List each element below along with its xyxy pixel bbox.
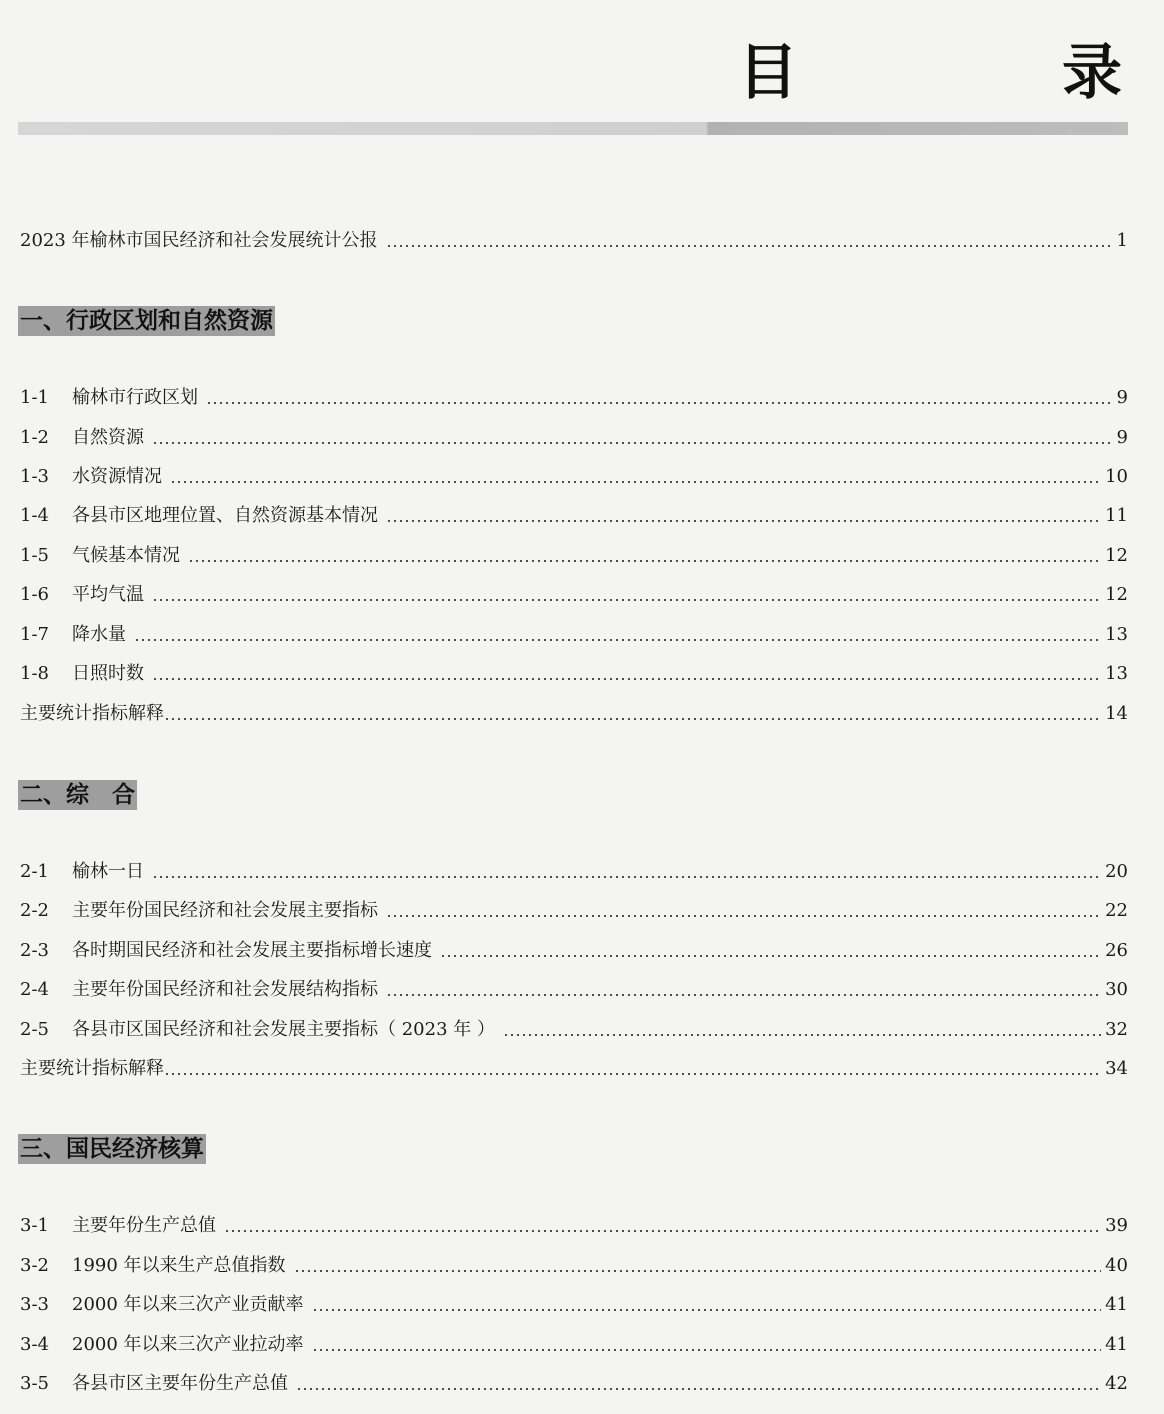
- toc-entry-title: 降水量: [72, 624, 126, 645]
- toc-entry-title: 主要年份国民经济和社会发展主要指标: [72, 900, 378, 921]
- toc-entry-title: 2000 年以来三次产业拉动率: [72, 1334, 304, 1355]
- title-divider-bar: [18, 122, 1128, 135]
- toc-entry[interactable]: [20, 620, 1128, 646]
- toc-entry-page: 41: [1105, 1334, 1128, 1355]
- toc-entry-explain[interactable]: [20, 1054, 1128, 1080]
- toc-entry-page: 13: [1105, 663, 1128, 684]
- toc-entry-number: 1-4: [20, 505, 49, 526]
- leader-dots: [134, 639, 1101, 641]
- leader-dots: [152, 678, 1101, 680]
- toc-entry-number: 2-5: [20, 1019, 49, 1040]
- toc-entry-page: 12: [1105, 545, 1128, 566]
- leader-dots: [188, 560, 1101, 562]
- toc-entry-page: 9: [1116, 427, 1128, 448]
- toc-entry[interactable]: [20, 1015, 1128, 1041]
- toc-entry-bulletin[interactable]: [20, 226, 1128, 252]
- toc-entry-page: 13: [1105, 624, 1128, 645]
- toc-entry-page: 9: [1116, 387, 1128, 408]
- toc-entry-page: 26: [1105, 940, 1128, 961]
- toc-entry[interactable]: [20, 659, 1128, 685]
- toc-entry-title: 水资源情况: [72, 466, 162, 487]
- toc-entry-title: 各时期国民经济和社会发展主要指标增长速度: [72, 940, 432, 961]
- toc-entry-page: 14: [1105, 703, 1128, 724]
- toc-entry-title: 各县市区地理位置、自然资源基本情况: [72, 505, 378, 526]
- toc-entry-page: 22: [1105, 900, 1128, 921]
- toc-entry-title: 气候基本情况: [72, 545, 180, 566]
- leader-dots: [440, 955, 1101, 957]
- toc-entry[interactable]: [20, 462, 1128, 488]
- toc-entry-title: 各县市区主要年份生产总值: [72, 1373, 288, 1394]
- toc-entry[interactable]: [20, 1290, 1128, 1316]
- toc-entry[interactable]: [20, 423, 1128, 449]
- toc-entry-page: 34: [1105, 1058, 1128, 1079]
- toc-entry-number: 2-4: [20, 979, 49, 1000]
- toc-entry-title: 2023 年榆林市国民经济和社会发展统计公报: [20, 230, 378, 251]
- toc-entry-title: 2000 年以来三次产业贡献率: [72, 1294, 304, 1315]
- toc-entry-page: 42: [1105, 1373, 1128, 1394]
- toc-entry-number: 1-2: [20, 427, 49, 448]
- section-heading-2: 二、综 合: [20, 782, 135, 808]
- toc-entry-page: 11: [1105, 505, 1128, 526]
- leader-dots: [164, 718, 1101, 720]
- title-char-right: 录: [1062, 38, 1122, 108]
- toc-entry-page: 40: [1105, 1255, 1128, 1276]
- leader-dots: [386, 520, 1101, 522]
- toc-entry-number: 2-1: [20, 861, 49, 882]
- toc-entry-page: 39: [1105, 1215, 1128, 1236]
- section-heading-3: 三、国民经济核算: [20, 1136, 204, 1162]
- toc-entry-number: 1-5: [20, 545, 49, 566]
- toc-entry-number: 2-3: [20, 940, 49, 961]
- leader-dots: [152, 599, 1101, 601]
- toc-entry-page: 20: [1105, 861, 1128, 882]
- toc-entry-page: 32: [1105, 1019, 1128, 1040]
- toc-entry-title: 自然资源: [72, 427, 144, 448]
- toc-entry-number: 1-1: [20, 387, 49, 408]
- leader-dots: [503, 1034, 1101, 1036]
- leader-dots: [170, 481, 1101, 483]
- leader-dots: [386, 915, 1101, 917]
- leader-dots: [386, 245, 1110, 247]
- title-char-left: 目: [738, 38, 798, 108]
- toc-entry-title: 主要统计指标解释: [20, 1058, 164, 1079]
- toc-entry[interactable]: [20, 1369, 1128, 1395]
- toc-entry[interactable]: [20, 896, 1128, 922]
- toc-entry-title: 日照时数: [72, 663, 144, 684]
- toc-entry-number: 1-3: [20, 466, 49, 487]
- toc-entry-title: 榆林一日: [72, 861, 144, 882]
- toc-entry-title: 1990 年以来生产总值指数: [72, 1255, 286, 1276]
- toc-entry-title: 主要年份国民经济和社会发展结构指标: [72, 979, 378, 1000]
- page-title: [0, 38, 1164, 118]
- toc-entry[interactable]: [20, 857, 1128, 883]
- toc-entry-page: 41: [1105, 1294, 1128, 1315]
- toc-entry-number: 3-1: [20, 1215, 49, 1236]
- toc-entry-number: 3-2: [20, 1255, 49, 1276]
- toc-entry-number: 3-4: [20, 1334, 49, 1355]
- toc-entry[interactable]: [20, 1251, 1128, 1277]
- toc-entry-title: 榆林市行政区划: [72, 387, 198, 408]
- leader-dots: [312, 1309, 1102, 1311]
- leader-dots: [224, 1230, 1101, 1232]
- leader-dots: [206, 402, 1110, 404]
- toc-entry[interactable]: [20, 383, 1128, 409]
- toc-entry[interactable]: [20, 501, 1128, 527]
- toc-entry[interactable]: [20, 1211, 1128, 1237]
- toc-entry-number: 3-5: [20, 1373, 49, 1394]
- toc-entry-page: 12: [1105, 584, 1128, 605]
- leader-dots: [152, 442, 1110, 444]
- toc-entry-page: 30: [1105, 979, 1128, 1000]
- leader-dots: [152, 876, 1101, 878]
- toc-entry[interactable]: [20, 580, 1128, 606]
- toc-entry-number: 3-3: [20, 1294, 49, 1315]
- toc-entry-page: 1: [1116, 230, 1128, 251]
- toc-entry-number: 1-8: [20, 663, 49, 684]
- toc-entry[interactable]: [20, 936, 1128, 962]
- section-heading-1: 一、行政区划和自然资源: [20, 308, 273, 334]
- toc-entry-number: 2-2: [20, 900, 49, 921]
- toc-entry-title: 主要统计指标解释: [20, 703, 164, 724]
- leader-dots: [164, 1073, 1101, 1075]
- toc-entry[interactable]: [20, 541, 1128, 567]
- leader-dots: [386, 994, 1101, 996]
- toc-entry-title: 平均气温: [72, 584, 144, 605]
- toc-entry[interactable]: [20, 1330, 1128, 1356]
- leader-dots: [312, 1349, 1102, 1351]
- toc-entry[interactable]: [20, 975, 1128, 1001]
- toc-entry-number: 1-7: [20, 624, 49, 645]
- toc-entry-title: 主要年份生产总值: [72, 1215, 216, 1236]
- toc-entry-explain[interactable]: [20, 699, 1128, 725]
- leader-dots: [294, 1270, 1102, 1272]
- toc-entry-number: 1-6: [20, 584, 49, 605]
- leader-dots: [296, 1388, 1101, 1390]
- toc-entry-title: 各县市区国民经济和社会发展主要指标（ 2023 年 ）: [72, 1019, 495, 1040]
- toc-entry-page: 10: [1105, 466, 1128, 487]
